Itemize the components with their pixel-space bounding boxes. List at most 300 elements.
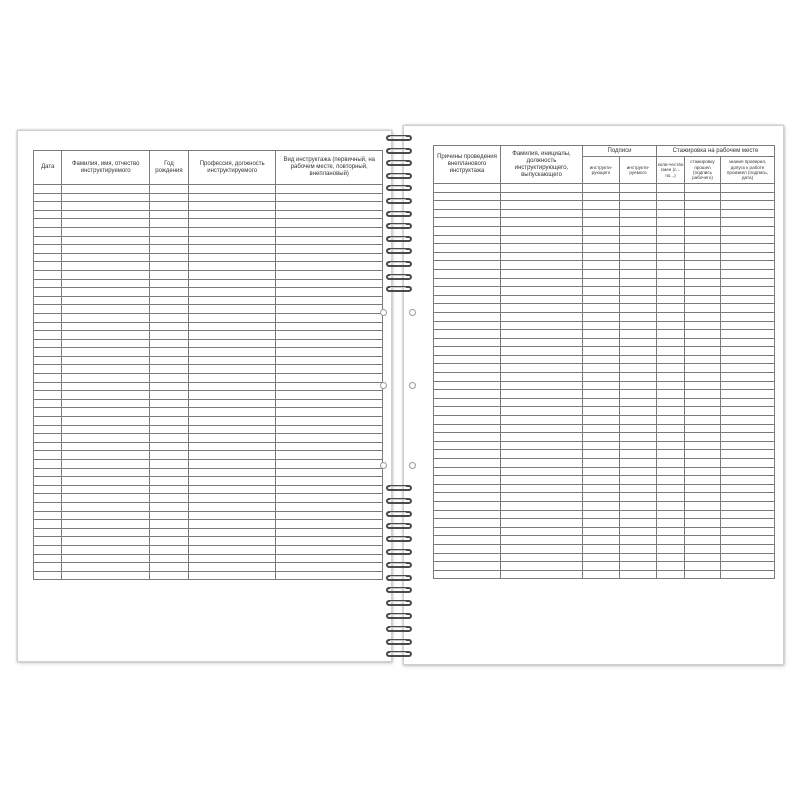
spiral-coil [382,650,416,659]
coil-shine [390,601,406,602]
table-cell [721,355,775,364]
table-cell [434,278,501,287]
table-cell [657,519,685,528]
spiral-coil [382,147,416,156]
table-cell [721,312,775,321]
table-cell [34,339,62,348]
coil-shine [390,224,406,225]
table-cell [434,424,501,433]
table-cell [721,347,775,356]
table-cell [657,373,685,382]
spiral-coil [382,285,416,294]
table-cell [501,381,583,390]
table-cell [721,519,775,528]
table-cell [434,407,501,416]
table-row [34,356,383,365]
coil-shine [390,537,406,538]
table-row [434,459,775,468]
table-cell [685,201,721,210]
table-row [434,295,775,304]
table-cell [620,433,657,442]
table-cell [583,321,620,330]
header-briefing-type: Вид инструктажа (первичный, на рабочем месте, повторный, внеплановый) [276,151,383,185]
table-cell [501,312,583,321]
table-cell [657,450,685,459]
table-cell [721,304,775,313]
table-cell [34,563,62,572]
table-cell [501,304,583,313]
table-cell [583,338,620,347]
table-cell [657,184,685,193]
table-cell [501,330,583,339]
table-cell [501,416,583,425]
table-cell [276,313,383,322]
table-cell [501,244,583,253]
table-cell [276,442,383,451]
table-cell [721,373,775,382]
table-cell [188,477,276,486]
table-row [34,399,383,408]
table-cell [583,450,620,459]
coil-shine [390,136,406,137]
table-row [434,407,775,416]
table-cell [721,467,775,476]
table-cell [149,399,188,408]
table-cell [34,477,62,486]
table-cell [721,252,775,261]
table-cell [34,511,62,520]
table-cell [434,441,501,450]
table-cell [149,434,188,443]
table-cell [721,424,775,433]
table-cell [34,571,62,580]
table-cell [620,562,657,571]
table-row [434,269,775,278]
table-cell [685,261,721,270]
table-cell [34,537,62,546]
table-cell [685,218,721,227]
table-row [34,279,383,288]
table-cell [62,219,150,228]
table-cell [188,356,276,365]
table-cell [149,528,188,537]
table-cell [276,322,383,331]
table-cell [657,501,685,510]
table-cell [62,477,150,486]
table-cell [434,373,501,382]
table-cell [149,339,188,348]
table-cell [583,244,620,253]
table-cell [620,416,657,425]
table-cell [434,269,501,278]
table-cell [657,364,685,373]
table-cell [657,192,685,201]
table-cell [62,305,150,314]
table-cell [276,288,383,297]
table-cell [62,537,150,546]
table-cell [276,451,383,460]
table-cell [685,536,721,545]
table-cell [657,287,685,296]
table-cell [620,278,657,287]
table-cell [434,484,501,493]
table-cell [34,460,62,469]
table-cell [188,408,276,417]
table-row [34,382,383,391]
table-cell [188,434,276,443]
table-row [34,442,383,451]
table-cell [149,193,188,202]
header-knowledge: знания проверил, допуск к работе произвел (подпись, дата) [721,157,775,184]
table-cell [657,304,685,313]
spiral-coil [382,574,416,583]
table-cell [62,279,150,288]
table-cell [149,253,188,262]
table-cell [685,278,721,287]
table-cell [620,209,657,218]
table-cell [721,416,775,425]
table-cell [501,398,583,407]
table-row [34,520,383,529]
header-profession: Профессия, должность инструктируемого [188,151,276,185]
spiral-coil [382,535,416,544]
table-row [434,347,775,356]
table-cell [583,201,620,210]
coil-shine [390,199,406,200]
table-cell [721,261,775,270]
header-date: Дата [34,151,62,185]
table-cell [276,537,383,546]
coil-shine [390,499,406,500]
table-cell [501,201,583,210]
header-sig-instructor: инструкти-рующего [583,157,620,184]
table-cell [685,390,721,399]
table-row [34,365,383,374]
table-cell [276,502,383,511]
table-cell [685,347,721,356]
table-cell [62,296,150,305]
table-cell [149,227,188,236]
table-cell [188,219,276,228]
table-cell [188,460,276,469]
table-cell [188,563,276,572]
table-row [34,227,383,236]
table-cell [657,295,685,304]
table-row [34,348,383,357]
table-row [434,209,775,218]
right-header-row-1 [434,146,775,157]
table-cell [276,511,383,520]
table-cell [276,554,383,563]
table-row [434,278,775,287]
header-full-name: Фамилия, имя, отчество инструктируемого [62,151,150,185]
table-cell [149,245,188,254]
table-cell [501,553,583,562]
table-cell [685,450,721,459]
table-cell [62,253,150,262]
table-cell [583,355,620,364]
table-cell [583,501,620,510]
table-cell [62,494,150,503]
spiral-coil [382,197,416,206]
table-cell [149,331,188,340]
table-cell [721,235,775,244]
table-row [434,355,775,364]
table-cell [657,553,685,562]
punch-hole [409,462,416,469]
table-cell [501,218,583,227]
table-cell [657,201,685,210]
table-row [434,467,775,476]
table-cell [34,554,62,563]
table-cell [149,442,188,451]
table-cell [34,528,62,537]
table-cell [188,382,276,391]
table-cell [62,356,150,365]
table-cell [434,312,501,321]
table-cell [276,571,383,580]
table-cell [434,536,501,545]
table-cell [149,468,188,477]
table-row [34,502,383,511]
table-cell [583,433,620,442]
table-cell [34,219,62,228]
spiral-coil [382,184,416,193]
table-cell [501,278,583,287]
table-row [434,226,775,235]
table-cell [149,460,188,469]
table-row [434,184,775,193]
table-cell [276,245,383,254]
table-cell [149,296,188,305]
spiral-coil [382,273,416,282]
spiral-coil [382,586,416,595]
coil-shine [390,486,406,487]
table-cell [34,348,62,357]
table-cell [434,381,501,390]
table-cell [434,562,501,571]
table-cell [34,520,62,529]
table-cell [149,391,188,400]
table-cell [149,485,188,494]
table-cell [188,253,276,262]
table-cell [657,476,685,485]
table-cell [620,184,657,193]
table-cell [583,381,620,390]
table-cell [434,527,501,536]
table-cell [721,476,775,485]
table-row [434,381,775,390]
table-cell [276,485,383,494]
table-row [34,451,383,460]
table-cell [149,554,188,563]
table-cell [721,218,775,227]
table-cell [188,313,276,322]
spiral-coil [382,210,416,219]
table-row [34,193,383,202]
table-cell [721,536,775,545]
table-cell [501,355,583,364]
table-cell [583,424,620,433]
table-cell [501,476,583,485]
table-row [34,571,383,580]
table-cell [276,279,383,288]
table-cell [188,305,276,314]
table-cell [149,313,188,322]
table-cell [620,493,657,502]
table-cell [34,305,62,314]
table-cell [657,381,685,390]
table-cell [721,321,775,330]
table-cell [434,261,501,270]
table-row [434,192,775,201]
table-cell [434,467,501,476]
table-cell [721,450,775,459]
table-cell [276,563,383,572]
coil-shine [390,275,406,276]
table-cell [149,305,188,314]
table-cell [62,288,150,297]
table-cell [583,493,620,502]
table-cell [188,571,276,580]
table-row [34,460,383,469]
table-cell [721,441,775,450]
table-cell [501,544,583,553]
table-cell [276,202,383,211]
table-cell [657,252,685,261]
coil-shine [390,588,406,589]
table-cell [685,433,721,442]
table-cell [276,331,383,340]
table-cell [62,245,150,254]
table-cell [34,288,62,297]
table-cell [685,244,721,253]
table-cell [583,510,620,519]
table-cell [276,494,383,503]
table-cell [149,348,188,357]
table-cell [34,374,62,383]
table-cell [501,467,583,476]
table-cell [188,545,276,554]
table-row [34,468,383,477]
table-cell [188,451,276,460]
table-cell [434,433,501,442]
table-cell [501,441,583,450]
spiral-coil [382,247,416,256]
header-instructor: Фамилия, инициалы, должность инструктирующего, выпускающего [501,146,583,184]
table-cell [501,321,583,330]
table-row [434,330,775,339]
left-page [17,130,392,662]
table-cell [657,330,685,339]
table-cell [34,365,62,374]
table-cell [657,441,685,450]
table-row [434,450,775,459]
table-cell [149,511,188,520]
coil-shine [390,512,406,513]
table-cell [276,236,383,245]
table-cell [501,209,583,218]
table-row [34,202,383,211]
table-cell [62,434,150,443]
table-cell [657,484,685,493]
table-cell [434,570,501,579]
table-cell [620,347,657,356]
table-cell [149,494,188,503]
table-cell [188,485,276,494]
table-row [34,305,383,314]
table-cell [276,382,383,391]
table-cell [501,527,583,536]
table-cell [62,227,150,236]
table-cell [685,321,721,330]
table-cell [721,570,775,579]
table-row [434,218,775,227]
table-cell [62,322,150,331]
table-cell [583,278,620,287]
table-cell [149,322,188,331]
table-cell [583,544,620,553]
table-cell [62,262,150,271]
table-cell [34,331,62,340]
table-cell [685,510,721,519]
table-cell [685,467,721,476]
table-cell [188,511,276,520]
table-cell [276,374,383,383]
table-cell [434,244,501,253]
table-cell [188,227,276,236]
table-cell [62,339,150,348]
table-row [434,261,775,270]
table-cell [34,451,62,460]
table-cell [685,424,721,433]
table-cell [620,459,657,468]
table-cell [149,477,188,486]
table-cell [34,485,62,494]
table-row [34,554,383,563]
coil-shine [390,524,406,525]
table-row [34,245,383,254]
table-cell [721,510,775,519]
table-cell [721,201,775,210]
table-cell [62,451,150,460]
table-cell [620,390,657,399]
table-cell [620,527,657,536]
table-cell [583,287,620,296]
coil-shine [390,550,406,551]
header-signatures: Подписи [583,146,657,157]
table-cell [34,296,62,305]
table-row [434,321,775,330]
table-cell [188,365,276,374]
table-cell [721,390,775,399]
table-cell [62,193,150,202]
table-cell [34,236,62,245]
table-cell [657,459,685,468]
table-cell [657,312,685,321]
table-cell [721,381,775,390]
table-cell [276,399,383,408]
table-cell [685,184,721,193]
table-row [34,391,383,400]
table-cell [188,331,276,340]
table-cell [685,527,721,536]
table-cell [583,459,620,468]
table-cell [62,468,150,477]
table-cell [276,520,383,529]
table-cell [434,416,501,425]
table-cell [583,407,620,416]
